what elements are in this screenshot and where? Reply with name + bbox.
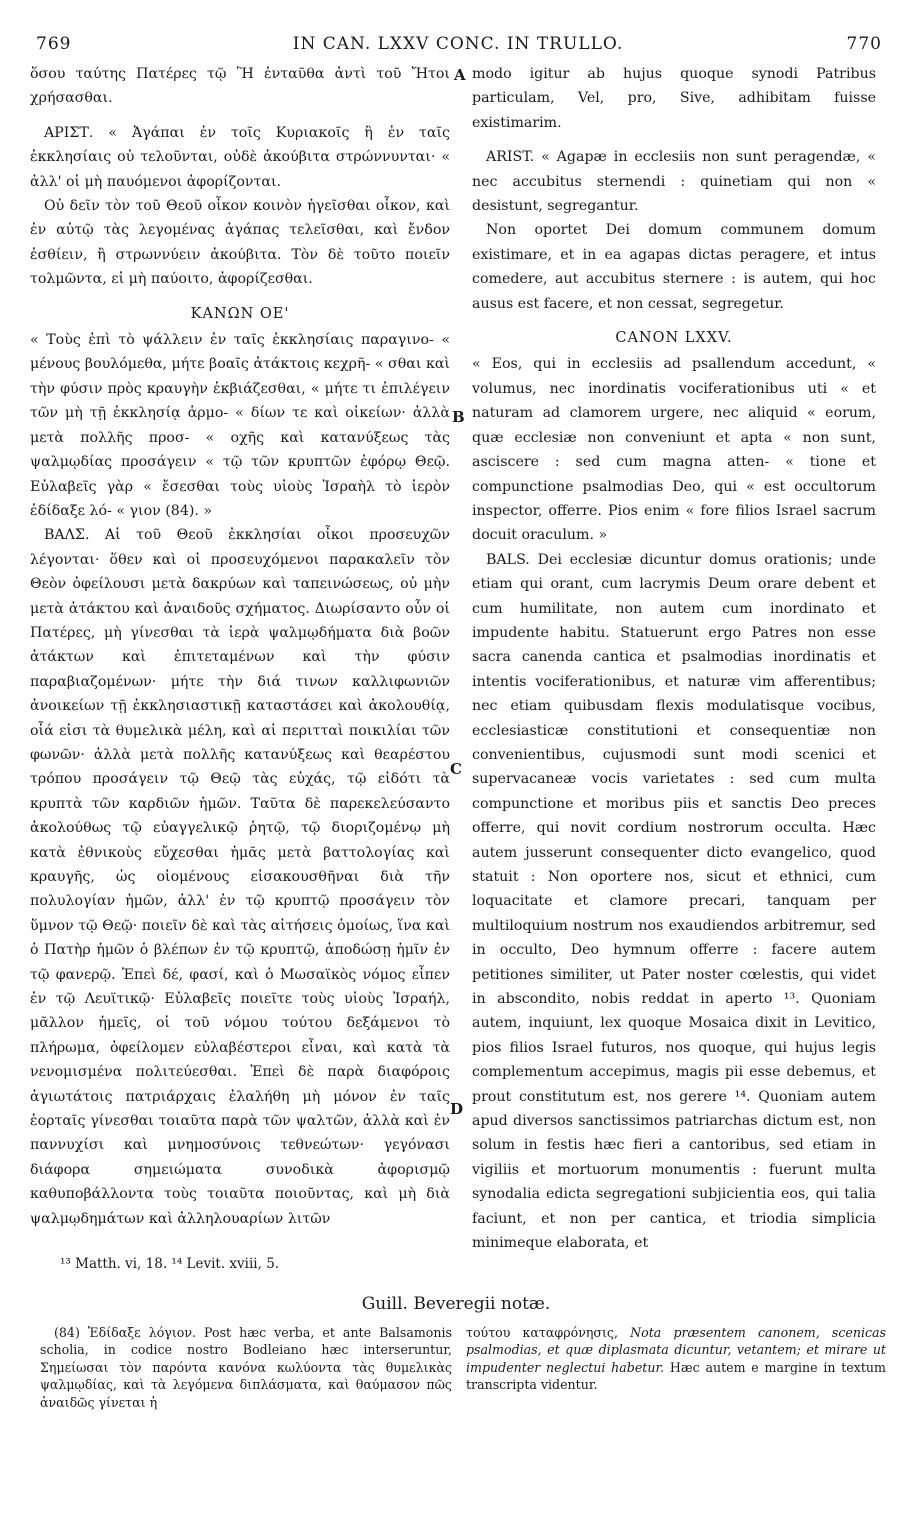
notes-left-column	[40, 1324, 452, 1411]
page-number-left: 769	[36, 34, 72, 54]
margin-letter-d: D	[450, 1100, 464, 1118]
margin-letter-b: B	[452, 408, 465, 426]
notes-right-column	[466, 1324, 886, 1394]
greek-bals-commentary: ΒΑΛΣ. Αἱ τοῦ Θεοῦ ἐκκλησίαι οἶκοι προσευχῶν λέγονται· ὅθεν καὶ οἱ προσευχόμενοι παρακαλεῖν τὸν Θεὸν ὀφείλουσι μετὰ δακρύων καὶ ταπεινώσεως, οὐ μὴν μετὰ ἀτάκτου καὶ ἀναιδοῦς σχήματος. Διωρίσαντο οὖν οἱ Πατέρες, μὴ γίνεσθαι τὰ ἱερὰ ψαλμῳδήματα διὰ βοῶν ἀτάκτων καὶ ἐπιτεταμένων καὶ τὴν φύσιν παραβιαζομένων· μήτε τὴν διά τινων καλλιφωνιῶν ἀνοικείων τῇ ἐκκλησιαστικῇ καταστάσει καὶ ἀκολουθίᾳ, οἷά εἰσι τὰ θυμελικὰ μέλη, καὶ αἱ περιτταὶ ποικιλίαι τῶν φωνῶν· ἀλλὰ μετὰ πολλῆς κατανύξεως καὶ θεαρέστου τρόπου προσάγειν τῷ Θεῷ τὰς εὐχάς, τῷ εἰδότι τὰ κρυπτὰ τῶν καρδιῶν ἡμῶν. Ταῦτα δὲ παρεκελεύσαντο ἀκολούθως τῷ εὐαγγελικῷ ῥητῷ, τῷ διοριζομένῳ μὴ κατὰ ἐθνικοὺς εὔχεσθαι ἡμᾶς μετὰ βαττολογίας καὶ κραυγῆς, ὡς οἰομένους εἰσακουσθῆναι διὰ τῆν πολυλογίαν ἡμῶν, ἀλλ' ἐν τῷ κρυπτῷ προσάγειν τὸν ὕμνον τῷ Θεῷ· ποιεῖν δὲ καὶ τὰς αἰτήσεις ὁμοίως, ἵνα καὶ ὁ Πατὴρ ἡμῶν ὁ βλέπων ἐν τῷ κρυπτῷ, ἀποδώσῃ ἡμῖν ἐν τῷ φανερῷ. Ἐπεὶ δέ, φασί, καὶ ὁ Μωσαϊκὸς νόμος εἶπεν ἐν τῷ Λευϊτικῷ· Εὐλαβεῖς ποιεῖτε τοὺς υἱοὺς Ἰσραήλ, μᾶλλον ἡμεῖς, οἱ τοῦ νόμου τούτου δεξάμενοι τὸ πλήρωμα, ὀφείλομεν εὐλαβέστεροι εἶναι, καὶ κατὰ τὰ νενομισμένα πολιτεύεσθαι. Ἐπεὶ δὲ παρὰ διαφόροις ἁγιωτάτοις πατριάρχαις ἐλαλήθη μὴ μόνον ἐν ταῖς ἑορταῖς γίνεσθαι τοιαῦτα παρὰ τῶν ψαλτῶν, ἀλλὰ καὶ ἐν παννυχίσι καὶ μνημοσύνοις τεθνεώτων· γεγόνασι διάφορα σημειώματα συνοδικὰ ἀφορισμῷ καθυποβάλλοντα τοὺς τοιαῦτα ποιοῦντας, καὶ μὴ διὰ ψαλμῳδημάτων καὶ ἀλληλουαρίων λιτῶν	[30, 527, 450, 1227]
latin-arist-comment: Non oportet Dei domum communem domum existimare, et in ea agapas dictas peragere, et intus comedere, aut accubitus sternere : is autem, qui hoc ausus est facere, et non cessat, segregetur.	[472, 222, 876, 312]
note-closing-text: Hæc autem e margine in textum transcripta videntur.	[466, 1359, 886, 1393]
latin-canon-text: « Eos, qui in ecclesiis ad psallendum accedunt, « volumus, nec inordinatis vociferationibus uti « et naturam ad clamorem urgere, nec aliquid « eorum, quæ ecclesiæ non conveniunt et apta « non sunt, asciscere : sed cum magna atten- « tione et compunctione psalmodias Deo, qui « est occultorum inspector, offerre. Pios enim « fore filios Israel sacrum docuit oraculum. »	[472, 356, 876, 544]
note-84-text: (84) Ἐδίδαξε λόγιον. Post hæc verba, et ante Balsamonis scholia, in codice nostro Bodleiano hæc interseruntur, Σημείωσαι τὸν παρόντα κανόνα κωλύοντα τὰς θυμελικὰς ψαλμῳδίας, καὶ τὰ λεγόμενα διπλάσματα, καὶ θαύμασον πῶς ἀναιδῶς γίνεται ἡ	[40, 1325, 452, 1410]
latin-bals-commentary: BALS. Dei ecclesiæ dicuntur domus orationis; unde etiam qui orant, cum lacrymis Deum orare debent et cum humilitate, non autem cum inordinato et impudente habitu. Statuerunt ergo Patres non esse sacra canenda cantica et psalmodias inordinatis et intentis vociferationibus, et naturæ vim afferentibus; nec etiam quibusdam flexis modulatisque vocibus, ecclesiasticæ constitutioni et consequentiæ non convenientibus, cujusmodi sunt modi scenici et supervacaneæ vocis varietates : sed cum multa compunctione et moribus piis et sanctis Deo preces offerre, qui novit cordium nostrorum occulta. Hæc autem jusserunt consequenter dicto evangelico, quod statuit : Non oportere nos, sicut et ethnici, cum loquacitate et clamore precari, tanquam per multiloquium nostrum nos exaudiendos arbitremur, sed in occulto, Deo hymnum offerre : facere autem petitiones similiter, ut Pater noster cœlestis, qui videt in abscondito, nobis reddat in aperto ¹³. Quoniam autem, inquiunt, lex quoque Mosaica dixit in Levitico, pios filios Israel futuros, nos quoque, qui hujus legis complementum accepimus, magis pii esse debemus, et prout constitutum est, nos gerere ¹⁴. Quoniam autem apud diversos sanctissimos patriarchas dictum est, non solum in festis hæc fieri a cantoribus, sed etiam in vigiliis et mortuorum monumentis : fuerunt multa synodalia edicta segregationi subjicientia eos, qui talia faciunt, et non per cantica, et triodia simplicia minimeque elaborata, et	[472, 551, 876, 1252]
greek-arist-summary: ΑΡΙΣΤ. « Ἀγάπαι ἐν τοῖς Κυριακοῖς ἢ ἐν ταῖς ἐκκλησίαις οὐ τελοῦνται, οὐδὲ ἀκούβιτα στρώννυνται· « ἀλλ' οἱ μὴ παυόμενοι ἀφορίζονται.	[30, 124, 450, 190]
latin-arist-summary: ARIST. « Agapæ in ecclesiis non sunt peragendæ, « nec accubitus sternendi : quinetiam qui non « desistunt, segregantur.	[472, 149, 876, 215]
note-italic-translation: Nota præsentem canonem, scenicas psalmodias, et quæ diplasmata dicuntur, vetantem; et mirare ut impudenter neglectui habetur.	[466, 1325, 887, 1375]
greek-canon-heading: ΚΑΝΩΝ ΟΕ'	[190, 305, 290, 322]
greek-canon-text: « Τοὺς ἐπὶ τὸ ψάλλειν ἐν ταῖς ἐκκλησίαις παραγινο- « μένους βουλόμεθα, μήτε βοαῖς ἀτάκτοις κεχρῆ- « σθαι καὶ τὴν φύσιν πρὸς κραυγὴν ἐκβιάζεσθαι, « μήτε τι ἐπιλέγειν τῶν μὴ τῇ ἐκκλησίᾳ ἁρμο- « δίων τε καὶ οἰκείων· ἀλλὰ μετὰ πολλῆς προσ- « οχῆς καὶ κατανύξεως τὰς ψαλμῳδίας προσάγειν « τῷ τῶν κρυπτῶν ἐφόρῳ Θεῷ. Εὐλαβεῖς γὰρ « ἔσεσθαι τοὺς υἱοὺς Ἰσραὴλ τὸ ἱερὸν ἐδίδαξε λό- « γιον (84). »	[30, 332, 450, 519]
margin-letter-a: A	[454, 66, 466, 84]
greek-column	[30, 62, 450, 1231]
running-title: IN CAN. LXXV CONC. IN TRULLO.	[292, 34, 624, 54]
latin-intro: modo igitur ab hujus quoque synodi Patribus particulam, Vel, pro, Sive, adhibitam fuisse existimarim.	[472, 66, 876, 131]
greek-arist-comment: Οὐ δεῖν τὸν τοῦ Θεοῦ οἶκον κοινὸν ἡγεῖσθαι οἶκον, καὶ ἐν αὐτῷ τὰς λεγομένας ἀγάπας τελεῖσθαι, καὶ ἔνδον ἐσθίειν, ἢ στρωννύειν ἀκούβιτα. Τὸν δὲ τοῦτο ποιεῖν τολμῶντα, εἰ μὴ παύοιτο, ἀφορίζεσθαι.	[30, 198, 450, 288]
page-number-right: 770	[846, 34, 882, 54]
margin-letter-c: C	[450, 760, 462, 778]
latin-column	[472, 62, 876, 1256]
notes-heading: Guill. Beveregii notæ.	[361, 1294, 551, 1314]
latin-canon-heading: CANON LXXV.	[615, 330, 733, 347]
footnote-line: ¹³ Matth. vi, 18. ¹⁴ Levit. xviii, 5.	[60, 1256, 280, 1272]
note-greek-continuation: τούτου καταφρόνησις,	[466, 1325, 618, 1340]
running-header	[28, 34, 888, 60]
greek-intro: ὅσου ταύτης Πατέρες τῷ Ἢ ἐνταῦθα ἀντὶ τοῦ Ἤτοι χρήσασθαι.	[30, 66, 450, 107]
